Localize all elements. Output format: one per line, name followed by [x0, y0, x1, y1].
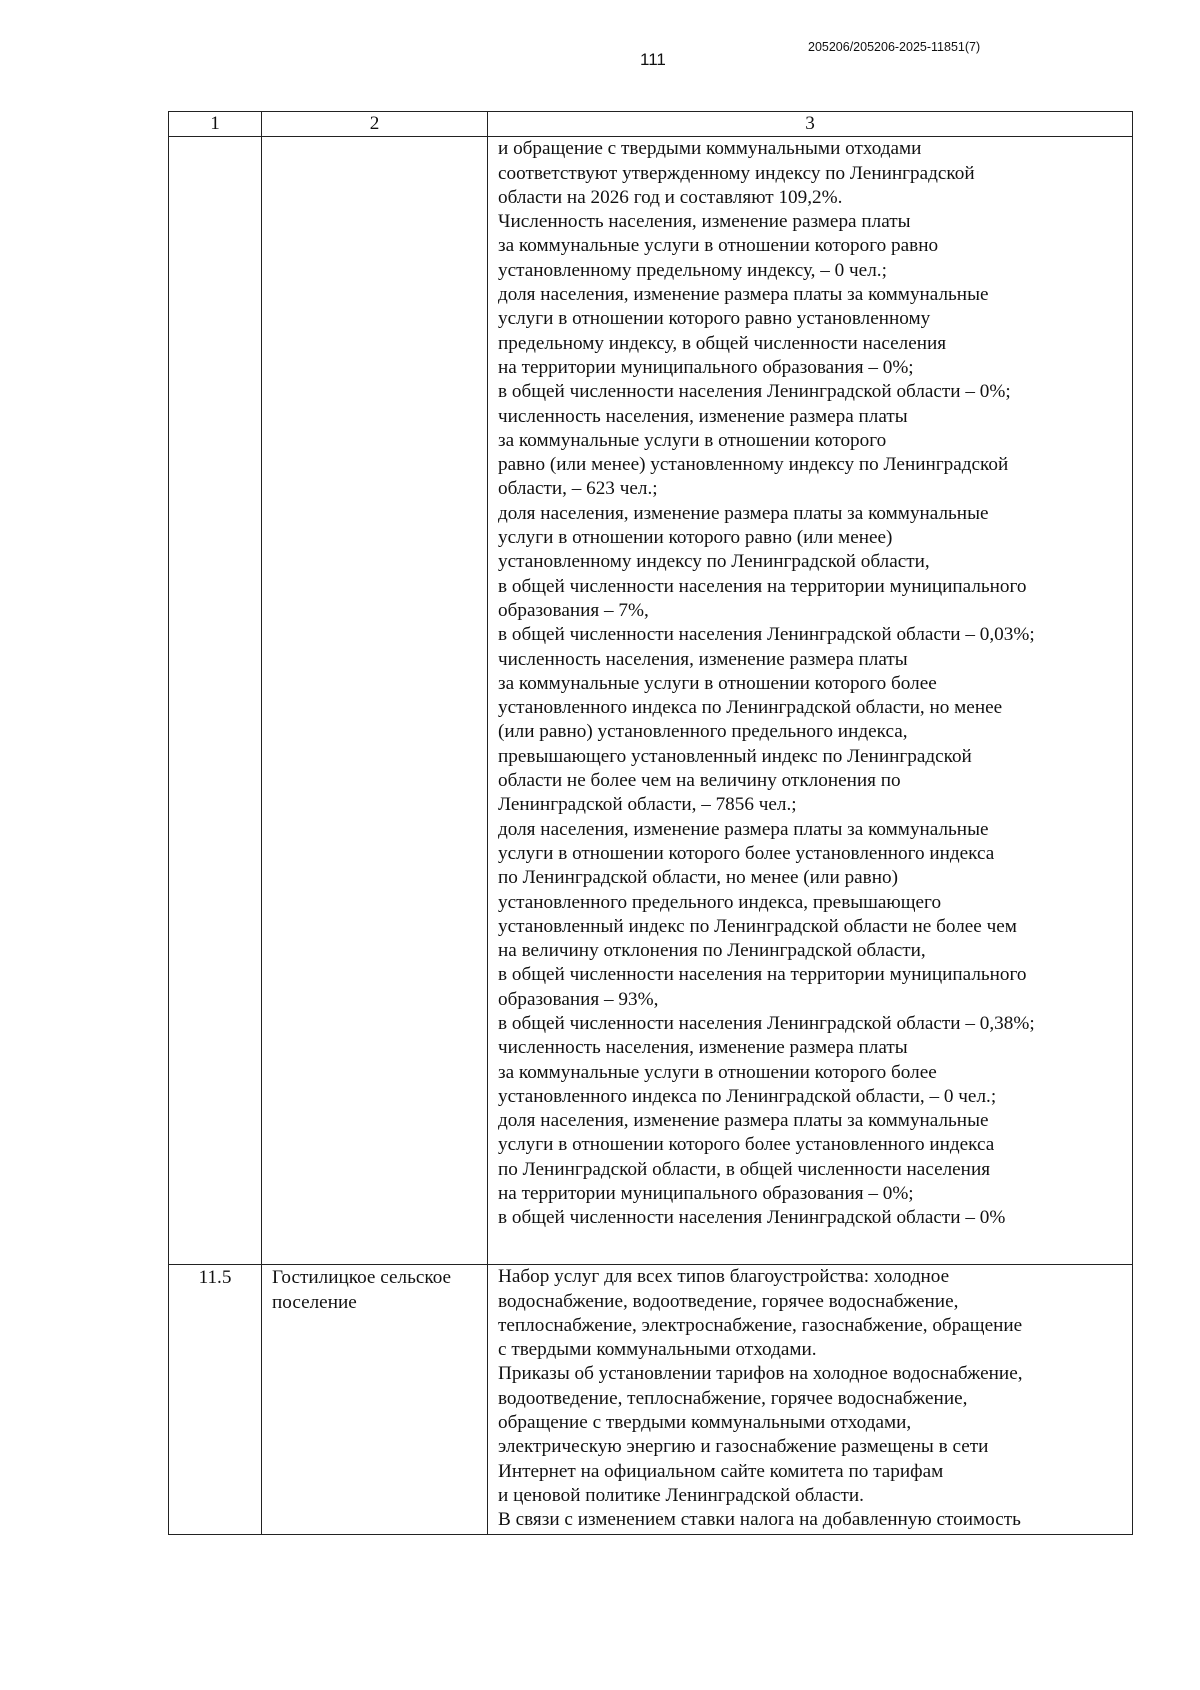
description-cell	[488, 1265, 1133, 1535]
text-line: (или равно) установленного предельного индекса,	[498, 721, 908, 743]
text-line: в общей численности населения Ленинградской области – 0%;	[498, 381, 1011, 403]
text-line: численность населения, изменение размера платы	[498, 648, 908, 670]
text-line: доля населения, изменение размера платы за коммунальные	[498, 502, 989, 524]
text-line: и ценовой политике Ленинградской области.	[498, 1484, 864, 1506]
tariff-table	[168, 111, 1133, 1535]
text-line: услуги в отношении которого равно установленному	[498, 308, 931, 330]
text-line: превышающего установленный индекс по Ленинградской	[498, 745, 972, 767]
text-line: в общей численности населения Ленинградской области – 0%	[498, 1207, 1006, 1229]
text-line: равно (или менее) установленному индексу по Ленинградской	[498, 454, 1009, 476]
description-cell	[488, 137, 1133, 1265]
page-number: 111	[640, 50, 666, 69]
table-row	[169, 137, 1133, 1265]
table-header-row	[169, 112, 1133, 137]
text-line: в общей численности населения на территории муниципального	[498, 575, 1027, 597]
text-line: доля населения, изменение размера платы за коммунальные	[498, 284, 989, 306]
text-line: Интернет на официальном сайте комитета по тарифам	[498, 1460, 944, 1482]
text-line: водоснабжение, водоотведение, горячее водоснабжение,	[498, 1290, 959, 1312]
text-line: в общей численности населения на территории муниципального	[498, 964, 1027, 986]
text-line: по Ленинградской области, в общей численности населения	[498, 1158, 991, 1180]
text-line: по Ленинградской области, но менее (или равно)	[498, 867, 898, 889]
text-line: области, – 623 чел.;	[498, 478, 658, 500]
text-line: Ленинградской области, – 7856 чел.;	[498, 794, 797, 816]
settlement-name-cell: Гостилицкое сельское поселение	[262, 1265, 488, 1535]
text-line: доля населения, изменение размера платы за коммунальные	[498, 818, 989, 840]
text-line: услуги в отношении которого равно (или менее)	[498, 527, 893, 549]
text-line: Приказы об установлении тарифов на холодное водоснабжение,	[498, 1363, 1023, 1385]
text-line: области не более чем на величину отклонения по	[498, 770, 901, 792]
text-line: численность населения, изменение размера платы	[498, 405, 908, 427]
text-line: соответствуют утвержденному индексу по Ленинградской	[498, 162, 975, 184]
text-line: В связи с изменением ставки налога на добавленную стоимость	[498, 1509, 1021, 1531]
text-line: услуги в отношении которого более установленного индекса	[498, 1134, 995, 1156]
text-line: установленному индексу по Ленинградской области,	[498, 551, 930, 573]
text-line: в общей численности населения Ленинградской области – 0,03%;	[498, 624, 1035, 646]
text-line: за коммунальные услуги в отношении которого более	[498, 1061, 937, 1083]
text-line: за коммунальные услуги в отношении которого равно	[498, 235, 939, 257]
text-line: Численность населения, изменение размера платы	[498, 211, 911, 233]
text-line: образования – 93%,	[498, 988, 659, 1010]
text-line: обращение с твердыми коммунальными отходами,	[498, 1412, 912, 1434]
text-line: образования – 7%,	[498, 599, 649, 621]
text-line: водоотведение, теплоснабжение, горячее водоснабжение,	[498, 1387, 968, 1409]
text-line: в общей численности населения Ленинградской области – 0,38%;	[498, 1012, 1035, 1034]
document-id: 205206/205206-2025-11851(7)	[808, 40, 981, 54]
text-line: Набор услуг для всех типов благоустройства: холодное	[498, 1266, 950, 1288]
text-line: и обращение с твердыми коммунальными отходами	[498, 138, 922, 160]
text-line: электрическую энергию и газоснабжение размещены в сети	[498, 1436, 989, 1458]
text-line: за коммунальные услуги в отношении которого	[498, 429, 887, 451]
text-line: установленному предельному индексу, – 0 чел.;	[498, 259, 887, 281]
text-line: области на 2026 год и составляют 109,2%.	[498, 186, 843, 208]
text-line: доля населения, изменение размера платы за коммунальные	[498, 1110, 989, 1132]
row-number-cell	[169, 137, 262, 1265]
text-line: установленного предельного индекса, превышающего	[498, 891, 942, 913]
text-line: услуги в отношении которого более установленного индекса	[498, 842, 995, 864]
text-line: на территории муниципального образования – 0%;	[498, 356, 914, 378]
settlement-name-cell	[262, 137, 488, 1265]
text-line: установленного индекса по Ленинградской области, но менее	[498, 697, 1003, 719]
text-line: установленный индекс по Ленинградской области не более чем	[498, 915, 1017, 937]
text-line: теплоснабжение, электроснабжение, газоснабжение, обращение	[498, 1314, 1023, 1336]
text-line: на величину отклонения по Ленинградской области,	[498, 940, 926, 962]
text-line: с твердыми коммунальными отходами.	[498, 1339, 817, 1361]
row-number-cell: 11.5	[169, 1265, 262, 1535]
column-header-2: 2	[262, 112, 488, 137]
text-line: на территории муниципального образования – 0%;	[498, 1183, 914, 1205]
text-line: за коммунальные услуги в отношении которого более	[498, 672, 937, 694]
column-header-3: 3	[488, 112, 1133, 137]
text-line: предельному индексу, в общей численности населения	[498, 332, 947, 354]
table-row	[169, 1265, 1133, 1535]
text-line: численность населения, изменение размера платы	[498, 1037, 908, 1059]
text-line: установленного индекса по Ленинградской области, – 0 чел.;	[498, 1085, 997, 1107]
column-header-1: 1	[169, 112, 262, 137]
